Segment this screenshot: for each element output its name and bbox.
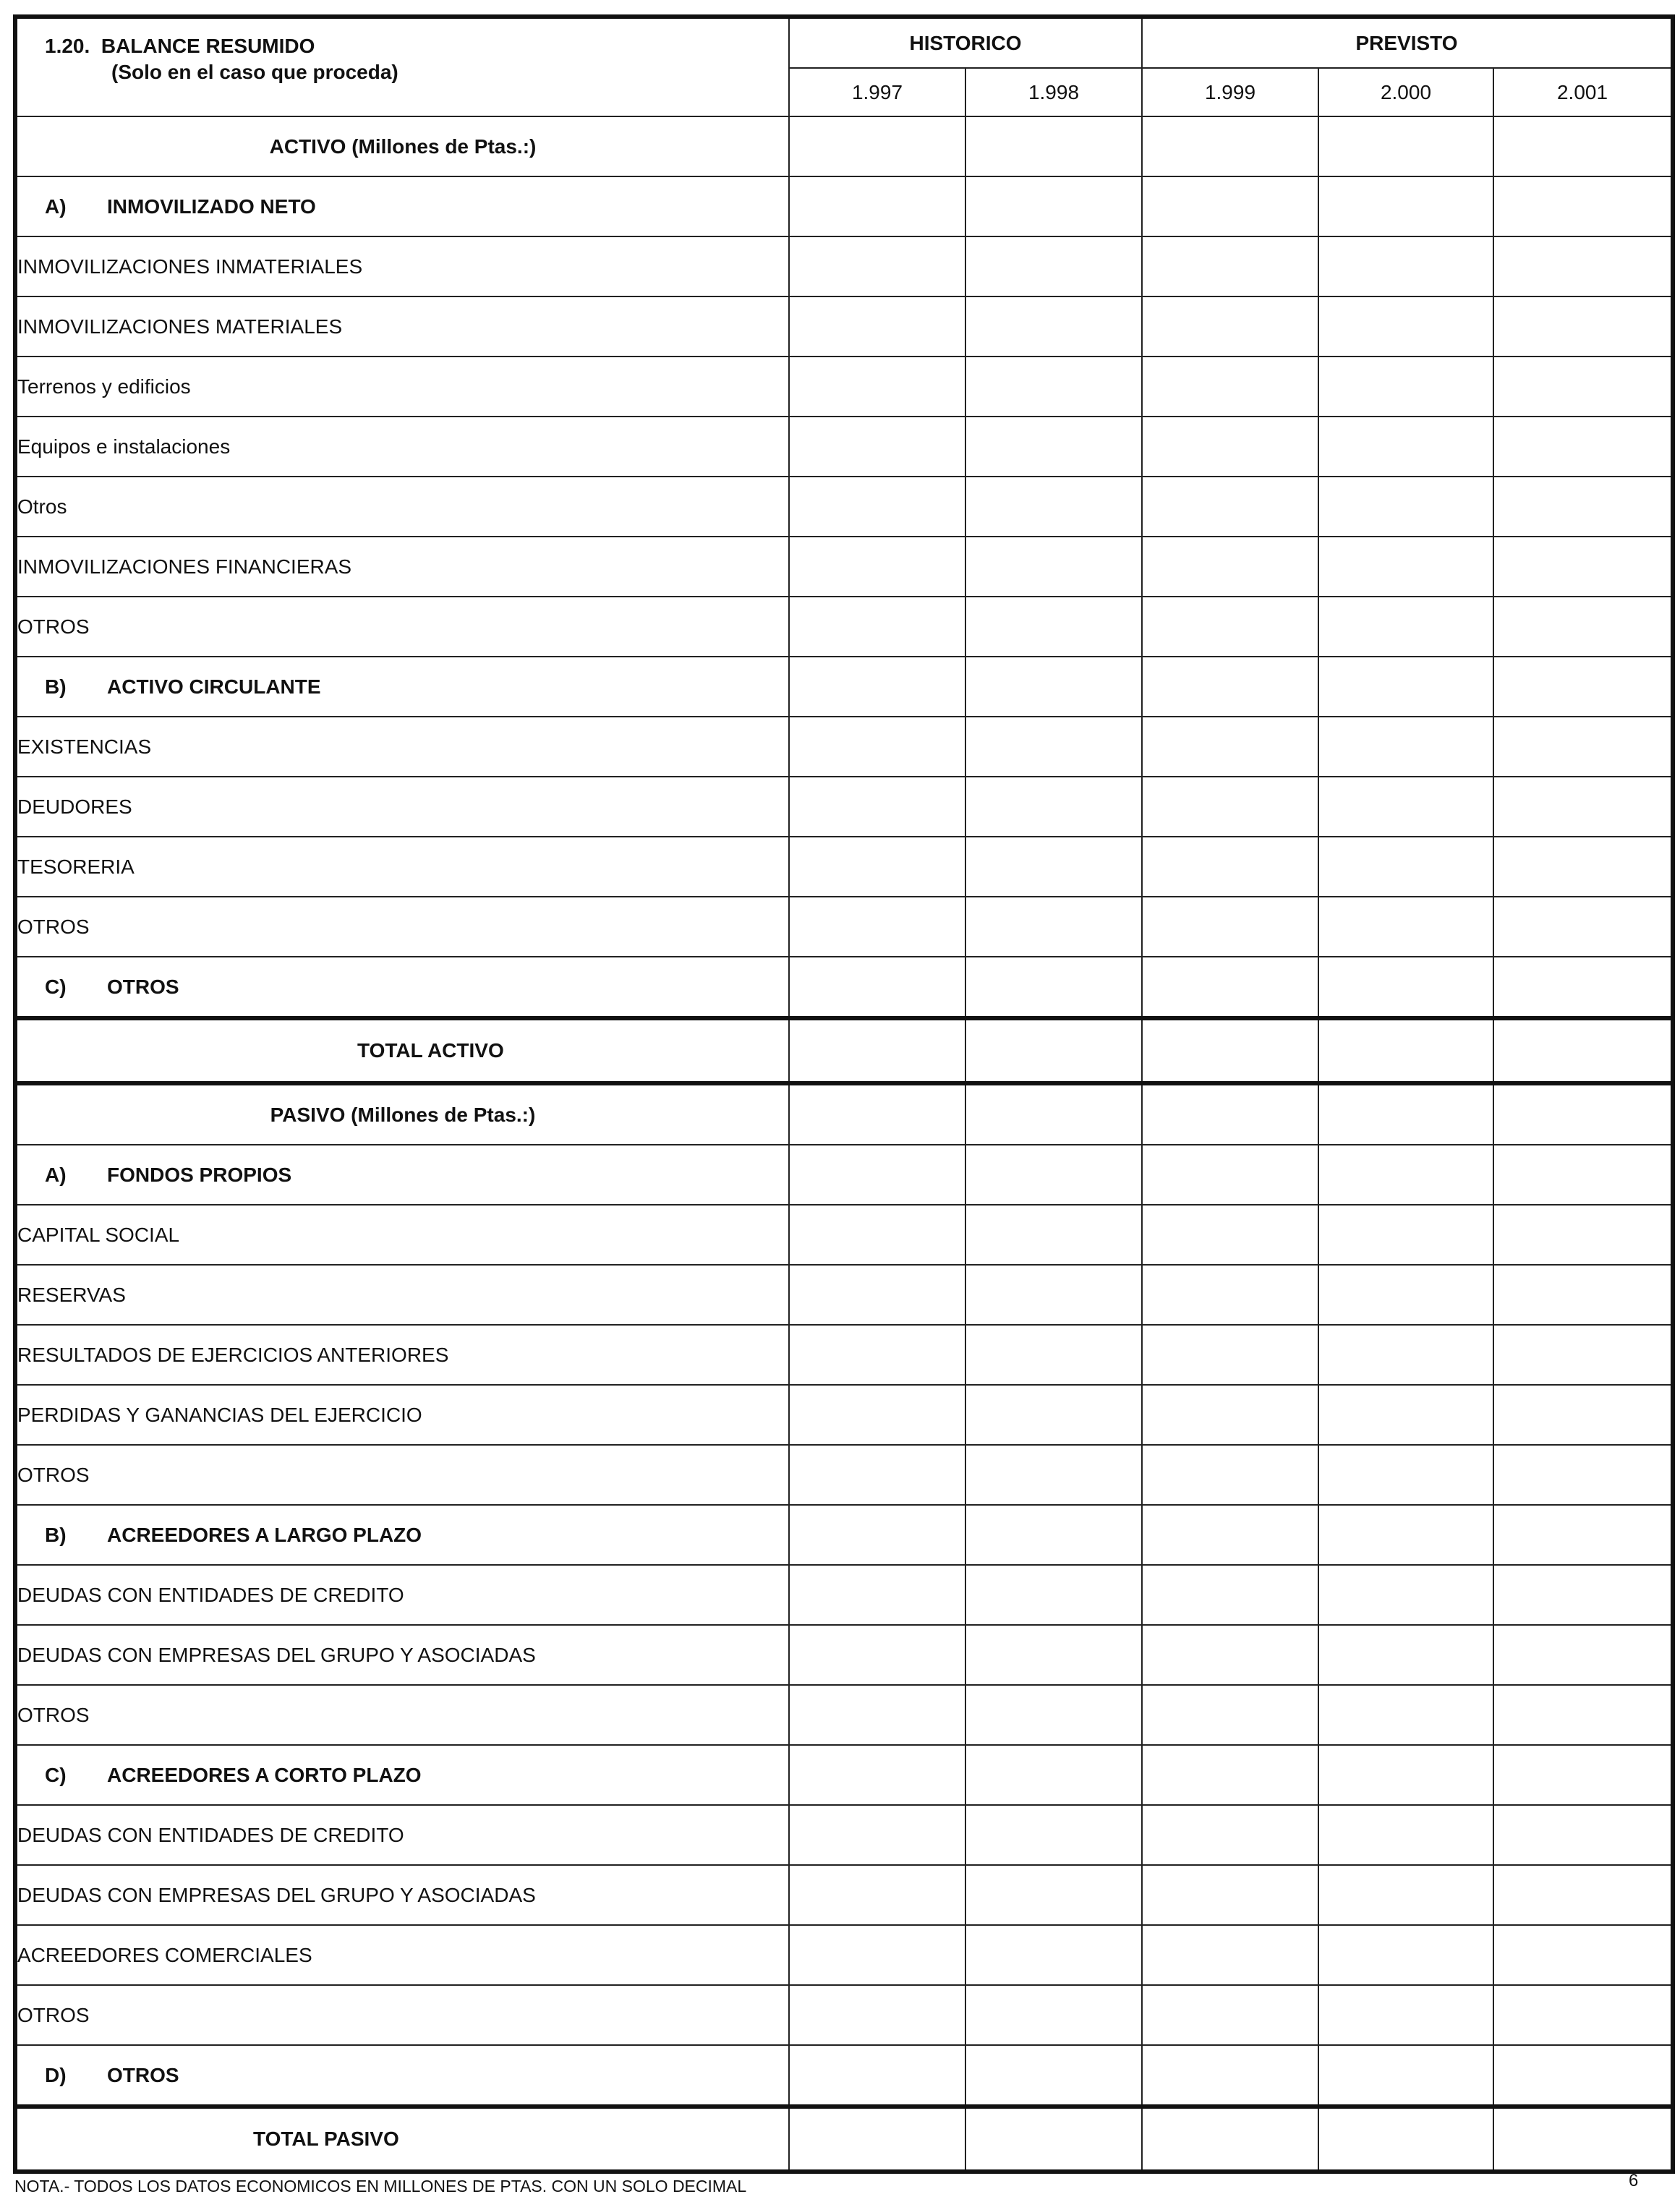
entry-cell-1997[interactable] xyxy=(789,1865,965,1925)
entry-cell-2001[interactable] xyxy=(1493,296,1673,357)
entry-cell-1997[interactable] xyxy=(789,296,965,357)
pasivo-b-label xyxy=(15,1505,789,1565)
entry-cell-2000[interactable] xyxy=(1318,176,1493,236)
entry-cell-1998[interactable] xyxy=(965,1445,1142,1505)
pasivo-cp-entidades-label: DEUDAS CON ENTIDADES DE CREDITO xyxy=(15,1805,789,1865)
activo-deudores-label: DEUDORES xyxy=(15,777,789,837)
entry-cell-2000[interactable] xyxy=(1318,357,1493,417)
entry-cell-1999[interactable] xyxy=(1142,1445,1318,1505)
entry-cell-1999[interactable] xyxy=(1142,957,1318,1018)
entry-cell-2001[interactable] xyxy=(1493,1385,1673,1445)
pasivo-d-label xyxy=(15,2045,789,2107)
entry-cell-1999[interactable] xyxy=(1142,1865,1318,1925)
pasivo-c-text: ACREEDORES A CORTO PLAZO xyxy=(107,1763,422,1786)
entry-cell-1999[interactable] xyxy=(1142,1385,1318,1445)
entry-cell-1999[interactable] xyxy=(1142,296,1318,357)
entry-cell-1998[interactable] xyxy=(965,1865,1142,1925)
entry-cell-1997[interactable] xyxy=(789,1505,965,1565)
entry-cell-1999[interactable] xyxy=(1142,1565,1318,1625)
entry-cell-1999[interactable] xyxy=(1142,1805,1318,1865)
entry-cell-1997[interactable] xyxy=(789,1205,965,1265)
entry-cell-1998[interactable] xyxy=(965,1925,1142,1985)
entry-cell-2001[interactable] xyxy=(1493,1083,1673,1145)
entry-cell-2001[interactable] xyxy=(1493,477,1673,537)
pasivo-cp-empresas-label: DEUDAS CON EMPRESAS DEL GRUPO Y ASOCIADAS xyxy=(15,1865,789,1925)
entry-cell-2000[interactable] xyxy=(1318,2045,1493,2107)
entry-cell-1997[interactable] xyxy=(789,1685,965,1745)
entry-cell-2001[interactable] xyxy=(1493,1145,1673,1205)
activo-financieras-label: INMOVILIZACIONES FINANCIERAS xyxy=(15,537,789,597)
entry-cell-1998[interactable] xyxy=(965,717,1142,777)
entry-cell-2000[interactable] xyxy=(1318,1685,1493,1745)
entry-cell-1999[interactable] xyxy=(1142,657,1318,717)
pasivo-reservas-label: RESERVAS xyxy=(15,1265,789,1325)
entry-cell-2001[interactable] xyxy=(1493,2045,1673,2107)
entry-cell-2001[interactable] xyxy=(1493,357,1673,417)
entry-cell-1998[interactable] xyxy=(965,1018,1142,1083)
entry-cell-1998[interactable] xyxy=(965,176,1142,236)
activo-inmateriales-label: INMOVILIZACIONES INMATERIALES xyxy=(15,236,789,296)
entry-cell-1998[interactable] xyxy=(965,1145,1142,1205)
entry-cell-2000[interactable] xyxy=(1318,1325,1493,1385)
entry-cell-1997[interactable] xyxy=(789,1925,965,1985)
entry-cell-2001[interactable] xyxy=(1493,176,1673,236)
section-title: BALANCE RESUMIDO xyxy=(101,35,315,57)
entry-cell-1997[interactable] xyxy=(789,2107,965,2172)
form-title-cell xyxy=(15,17,789,116)
entry-cell-1998[interactable] xyxy=(965,1505,1142,1565)
year-1998: 1.998 xyxy=(965,68,1142,116)
entry-cell-2001[interactable] xyxy=(1493,1445,1673,1505)
pasivo-a-label xyxy=(15,1145,789,1205)
entry-cell-2001[interactable] xyxy=(1493,2107,1673,2172)
entry-cell-2001[interactable] xyxy=(1493,1985,1673,2045)
entry-cell-1997[interactable] xyxy=(789,657,965,717)
entry-cell-1997[interactable] xyxy=(789,777,965,837)
entry-cell-1997[interactable] xyxy=(789,1145,965,1205)
entry-cell-2000[interactable] xyxy=(1318,1145,1493,1205)
activo-existencias-label: EXISTENCIAS xyxy=(15,717,789,777)
entry-cell-2000[interactable] xyxy=(1318,296,1493,357)
entry-cell-1997[interactable] xyxy=(789,2045,965,2107)
entry-cell-1998[interactable] xyxy=(965,597,1142,657)
form-subtitle: (Solo en el caso que proceda) xyxy=(111,61,398,83)
entry-cell-2000[interactable] xyxy=(1318,1505,1493,1565)
entry-cell-1997[interactable] xyxy=(789,957,965,1018)
entry-cell-2000[interactable] xyxy=(1318,1565,1493,1625)
entry-cell-1999[interactable] xyxy=(1142,777,1318,837)
entry-cell-2001[interactable] xyxy=(1493,1685,1673,1745)
entry-cell-1998[interactable] xyxy=(965,537,1142,597)
entry-cell-2001[interactable] xyxy=(1493,1325,1673,1385)
entry-cell-1999[interactable] xyxy=(1142,1685,1318,1745)
entry-cell-1998[interactable] xyxy=(965,1985,1142,2045)
pasivo-c-label xyxy=(15,1745,789,1805)
pasivo-c-letter: C) xyxy=(45,1763,67,1786)
pasivo-comerciales-label: ACREEDORES COMERCIALES xyxy=(15,1925,789,1985)
activo-a-label xyxy=(15,176,789,236)
entry-cell-2001[interactable] xyxy=(1493,1018,1673,1083)
entry-cell-2001[interactable] xyxy=(1493,537,1673,597)
entry-cell-1999[interactable] xyxy=(1142,477,1318,537)
entry-cell-2000[interactable] xyxy=(1318,717,1493,777)
group-previsto: PREVISTO xyxy=(1142,17,1673,68)
entry-cell-2001[interactable] xyxy=(1493,236,1673,296)
entry-cell-2001[interactable] xyxy=(1493,837,1673,897)
activo-terrenos-label: Terrenos y edificios xyxy=(15,357,789,417)
entry-cell-1998[interactable] xyxy=(965,1205,1142,1265)
entry-cell-1998[interactable] xyxy=(965,1805,1142,1865)
entry-cell-1997[interactable] xyxy=(789,116,965,176)
pasivo-a-letter: A) xyxy=(45,1163,67,1186)
entry-cell-1998[interactable] xyxy=(965,777,1142,837)
entry-cell-1999[interactable] xyxy=(1142,1145,1318,1205)
entry-cell-1997[interactable] xyxy=(789,1385,965,1445)
entry-cell-1997[interactable] xyxy=(789,1445,965,1505)
entry-cell-1997[interactable] xyxy=(789,417,965,477)
activo-a-letter: A) xyxy=(45,195,67,218)
entry-cell-1997[interactable] xyxy=(789,1018,965,1083)
pasivo-c-otros-label: OTROS xyxy=(15,1985,789,2045)
activo-c-label xyxy=(15,957,789,1018)
pasivo-capital-label: CAPITAL SOCIAL xyxy=(15,1205,789,1265)
year-1997: 1.997 xyxy=(789,68,965,116)
entry-cell-1997[interactable] xyxy=(789,537,965,597)
entry-cell-1998[interactable] xyxy=(965,296,1142,357)
pasivo-b-letter: B) xyxy=(45,1523,67,1546)
entry-cell-2001[interactable] xyxy=(1493,1205,1673,1265)
entry-cell-1999[interactable] xyxy=(1142,1745,1318,1805)
pasivo-b-otros-label: OTROS xyxy=(15,1685,789,1745)
entry-cell-2000[interactable] xyxy=(1318,1925,1493,1985)
entry-cell-1997[interactable] xyxy=(789,1325,965,1385)
entry-cell-1998[interactable] xyxy=(965,1325,1142,1385)
entry-cell-1997[interactable] xyxy=(789,837,965,897)
entry-cell-2001[interactable] xyxy=(1493,1925,1673,1985)
pasivo-heading: PASIVO (Millones de Ptas.:) xyxy=(15,1083,789,1145)
entry-cell-2000[interactable] xyxy=(1318,957,1493,1018)
entry-cell-1999[interactable] xyxy=(1142,1985,1318,2045)
year-2001: 2.001 xyxy=(1493,68,1673,116)
entry-cell-2001[interactable] xyxy=(1493,1565,1673,1625)
entry-cell-2001[interactable] xyxy=(1493,1265,1673,1325)
entry-cell-2000[interactable] xyxy=(1318,116,1493,176)
entry-cell-2000[interactable] xyxy=(1318,1083,1493,1145)
entry-cell-1998[interactable] xyxy=(965,477,1142,537)
entry-cell-2001[interactable] xyxy=(1493,1805,1673,1865)
entry-cell-2000[interactable] xyxy=(1318,597,1493,657)
entry-cell-1999[interactable] xyxy=(1142,236,1318,296)
entry-cell-1999[interactable] xyxy=(1142,116,1318,176)
entry-cell-1997[interactable] xyxy=(789,1745,965,1805)
entry-cell-2001[interactable] xyxy=(1493,1865,1673,1925)
entry-cell-2001[interactable] xyxy=(1493,1625,1673,1685)
year-1999: 1.999 xyxy=(1142,68,1318,116)
activo-equipos-label: Equipos e instalaciones xyxy=(15,417,789,477)
pasivo-b-text: ACREEDORES A LARGO PLAZO xyxy=(107,1523,422,1546)
group-historico: HISTORICO xyxy=(789,17,1142,68)
year-2000: 2.000 xyxy=(1318,68,1493,116)
entry-cell-1999[interactable] xyxy=(1142,2045,1318,2107)
footer-note: NOTA.- TODOS LOS DATOS ECONOMICOS EN MILLONES DE PTAS. CON UN SOLO DECIMAL xyxy=(14,2177,747,2195)
activo-a-otros-label: OTROS xyxy=(15,597,789,657)
pasivo-d-text: OTROS xyxy=(107,2063,179,2086)
entry-cell-2001[interactable] xyxy=(1493,1505,1673,1565)
entry-cell-1998[interactable] xyxy=(965,1685,1142,1745)
entry-cell-2000[interactable] xyxy=(1318,417,1493,477)
entry-cell-2000[interactable] xyxy=(1318,1625,1493,1685)
entry-cell-1997[interactable] xyxy=(789,1625,965,1685)
pasivo-lp-entidades-label: DEUDAS CON ENTIDADES DE CREDITO xyxy=(15,1565,789,1625)
entry-cell-2000[interactable] xyxy=(1318,1445,1493,1505)
entry-cell-2000[interactable] xyxy=(1318,1385,1493,1445)
entry-cell-1998[interactable] xyxy=(965,357,1142,417)
entry-cell-2001[interactable] xyxy=(1493,717,1673,777)
entry-cell-1998[interactable] xyxy=(965,236,1142,296)
entry-cell-1999[interactable] xyxy=(1142,1265,1318,1325)
entry-cell-1997[interactable] xyxy=(789,1265,965,1325)
pasivo-a-text: FONDOS PROPIOS xyxy=(107,1163,292,1186)
entry-cell-2001[interactable] xyxy=(1493,597,1673,657)
entry-cell-1998[interactable] xyxy=(965,957,1142,1018)
entry-cell-1998[interactable] xyxy=(965,1745,1142,1805)
entry-cell-2000[interactable] xyxy=(1318,777,1493,837)
entry-cell-2001[interactable] xyxy=(1493,417,1673,477)
entry-cell-2000[interactable] xyxy=(1318,1745,1493,1805)
balance-table xyxy=(13,14,1675,2174)
pasivo-resultados-label: RESULTADOS DE EJERCICIOS ANTERIORES xyxy=(15,1325,789,1385)
entry-cell-1999[interactable] xyxy=(1142,537,1318,597)
entry-cell-2000[interactable] xyxy=(1318,1805,1493,1865)
page-number: 6 xyxy=(1629,2171,1639,2190)
entry-cell-2000[interactable] xyxy=(1318,477,1493,537)
section-number: 1.20. xyxy=(45,35,90,57)
entry-cell-1999[interactable] xyxy=(1142,1625,1318,1685)
activo-b-label xyxy=(15,657,789,717)
entry-cell-1999[interactable] xyxy=(1142,717,1318,777)
entry-cell-2000[interactable] xyxy=(1318,537,1493,597)
entry-cell-2000[interactable] xyxy=(1318,236,1493,296)
pasivo-d-letter: D) xyxy=(45,2063,67,2086)
entry-cell-1998[interactable] xyxy=(965,1083,1142,1145)
entry-cell-1997[interactable] xyxy=(789,236,965,296)
activo-materiales-label: INMOVILIZACIONES MATERIALES xyxy=(15,296,789,357)
form-title xyxy=(45,35,788,58)
entry-cell-2000[interactable] xyxy=(1318,837,1493,897)
entry-cell-2000[interactable] xyxy=(1318,2107,1493,2172)
entry-cell-1998[interactable] xyxy=(965,2045,1142,2107)
entry-cell-1999[interactable] xyxy=(1142,357,1318,417)
entry-cell-1997[interactable] xyxy=(789,357,965,417)
activo-tesoreria-label: TESORERIA xyxy=(15,837,789,897)
pasivo-a-otros-label: OTROS xyxy=(15,1445,789,1505)
entry-cell-1997[interactable] xyxy=(789,897,965,957)
entry-cell-1999[interactable] xyxy=(1142,176,1318,236)
activo-a-text: INMOVILIZADO NETO xyxy=(107,195,316,218)
entry-cell-2001[interactable] xyxy=(1493,657,1673,717)
entry-cell-2000[interactable] xyxy=(1318,657,1493,717)
entry-cell-1999[interactable] xyxy=(1142,1505,1318,1565)
entry-cell-1999[interactable] xyxy=(1142,597,1318,657)
balance-form xyxy=(13,14,1675,2174)
entry-cell-1997[interactable] xyxy=(789,597,965,657)
entry-cell-2000[interactable] xyxy=(1318,897,1493,957)
entry-cell-1998[interactable] xyxy=(965,1385,1142,1445)
entry-cell-1999[interactable] xyxy=(1142,837,1318,897)
total-pasivo-label: TOTAL PASIVO xyxy=(15,2107,789,2172)
entry-cell-1998[interactable] xyxy=(965,837,1142,897)
entry-cell-1998[interactable] xyxy=(965,1265,1142,1325)
entry-cell-2000[interactable] xyxy=(1318,1205,1493,1265)
entry-cell-1998[interactable] xyxy=(965,1625,1142,1685)
entry-cell-1998[interactable] xyxy=(965,116,1142,176)
activo-b-letter: B) xyxy=(45,675,67,698)
activo-heading: ACTIVO (Millones de Ptas.:) xyxy=(15,116,789,176)
entry-cell-2001[interactable] xyxy=(1493,957,1673,1018)
activo-c-letter: C) xyxy=(45,975,67,998)
entry-cell-1997[interactable] xyxy=(789,176,965,236)
pasivo-perdidas-label: PERDIDAS Y GANANCIAS DEL EJERCICIO xyxy=(15,1385,789,1445)
entry-cell-2000[interactable] xyxy=(1318,1265,1493,1325)
entry-cell-1997[interactable] xyxy=(789,1805,965,1865)
entry-cell-1997[interactable] xyxy=(789,1083,965,1145)
pasivo-lp-empresas-label: DEUDAS CON EMPRESAS DEL GRUPO Y ASOCIADAS xyxy=(15,1625,789,1685)
activo-otros-sub-label: Otros xyxy=(15,477,789,537)
activo-b-otros-label: OTROS xyxy=(15,897,789,957)
activo-b-text: ACTIVO CIRCULANTE xyxy=(107,675,321,698)
entry-cell-1997[interactable] xyxy=(789,717,965,777)
entry-cell-1998[interactable] xyxy=(965,1565,1142,1625)
total-activo-label: TOTAL ACTIVO xyxy=(15,1018,789,1083)
entry-cell-1999[interactable] xyxy=(1142,1018,1318,1083)
entry-cell-1999[interactable] xyxy=(1142,417,1318,477)
entry-cell-1997[interactable] xyxy=(789,477,965,537)
entry-cell-1999[interactable] xyxy=(1142,1205,1318,1265)
entry-cell-1999[interactable] xyxy=(1142,1925,1318,1985)
entry-cell-1999[interactable] xyxy=(1142,1325,1318,1385)
entry-cell-2001[interactable] xyxy=(1493,1745,1673,1805)
entry-cell-1997[interactable] xyxy=(789,1985,965,2045)
entry-cell-2000[interactable] xyxy=(1318,1865,1493,1925)
entry-cell-1999[interactable] xyxy=(1142,1083,1318,1145)
entry-cell-2000[interactable] xyxy=(1318,1985,1493,2045)
entry-cell-2001[interactable] xyxy=(1493,116,1673,176)
entry-cell-1999[interactable] xyxy=(1142,897,1318,957)
entry-cell-2000[interactable] xyxy=(1318,1018,1493,1083)
entry-cell-1999[interactable] xyxy=(1142,2107,1318,2172)
entry-cell-1998[interactable] xyxy=(965,417,1142,477)
activo-c-text: OTROS xyxy=(107,975,179,998)
entry-cell-2001[interactable] xyxy=(1493,777,1673,837)
entry-cell-1998[interactable] xyxy=(965,2107,1142,2172)
entry-cell-1998[interactable] xyxy=(965,657,1142,717)
entry-cell-1998[interactable] xyxy=(965,897,1142,957)
entry-cell-2001[interactable] xyxy=(1493,897,1673,957)
entry-cell-1997[interactable] xyxy=(789,1565,965,1625)
